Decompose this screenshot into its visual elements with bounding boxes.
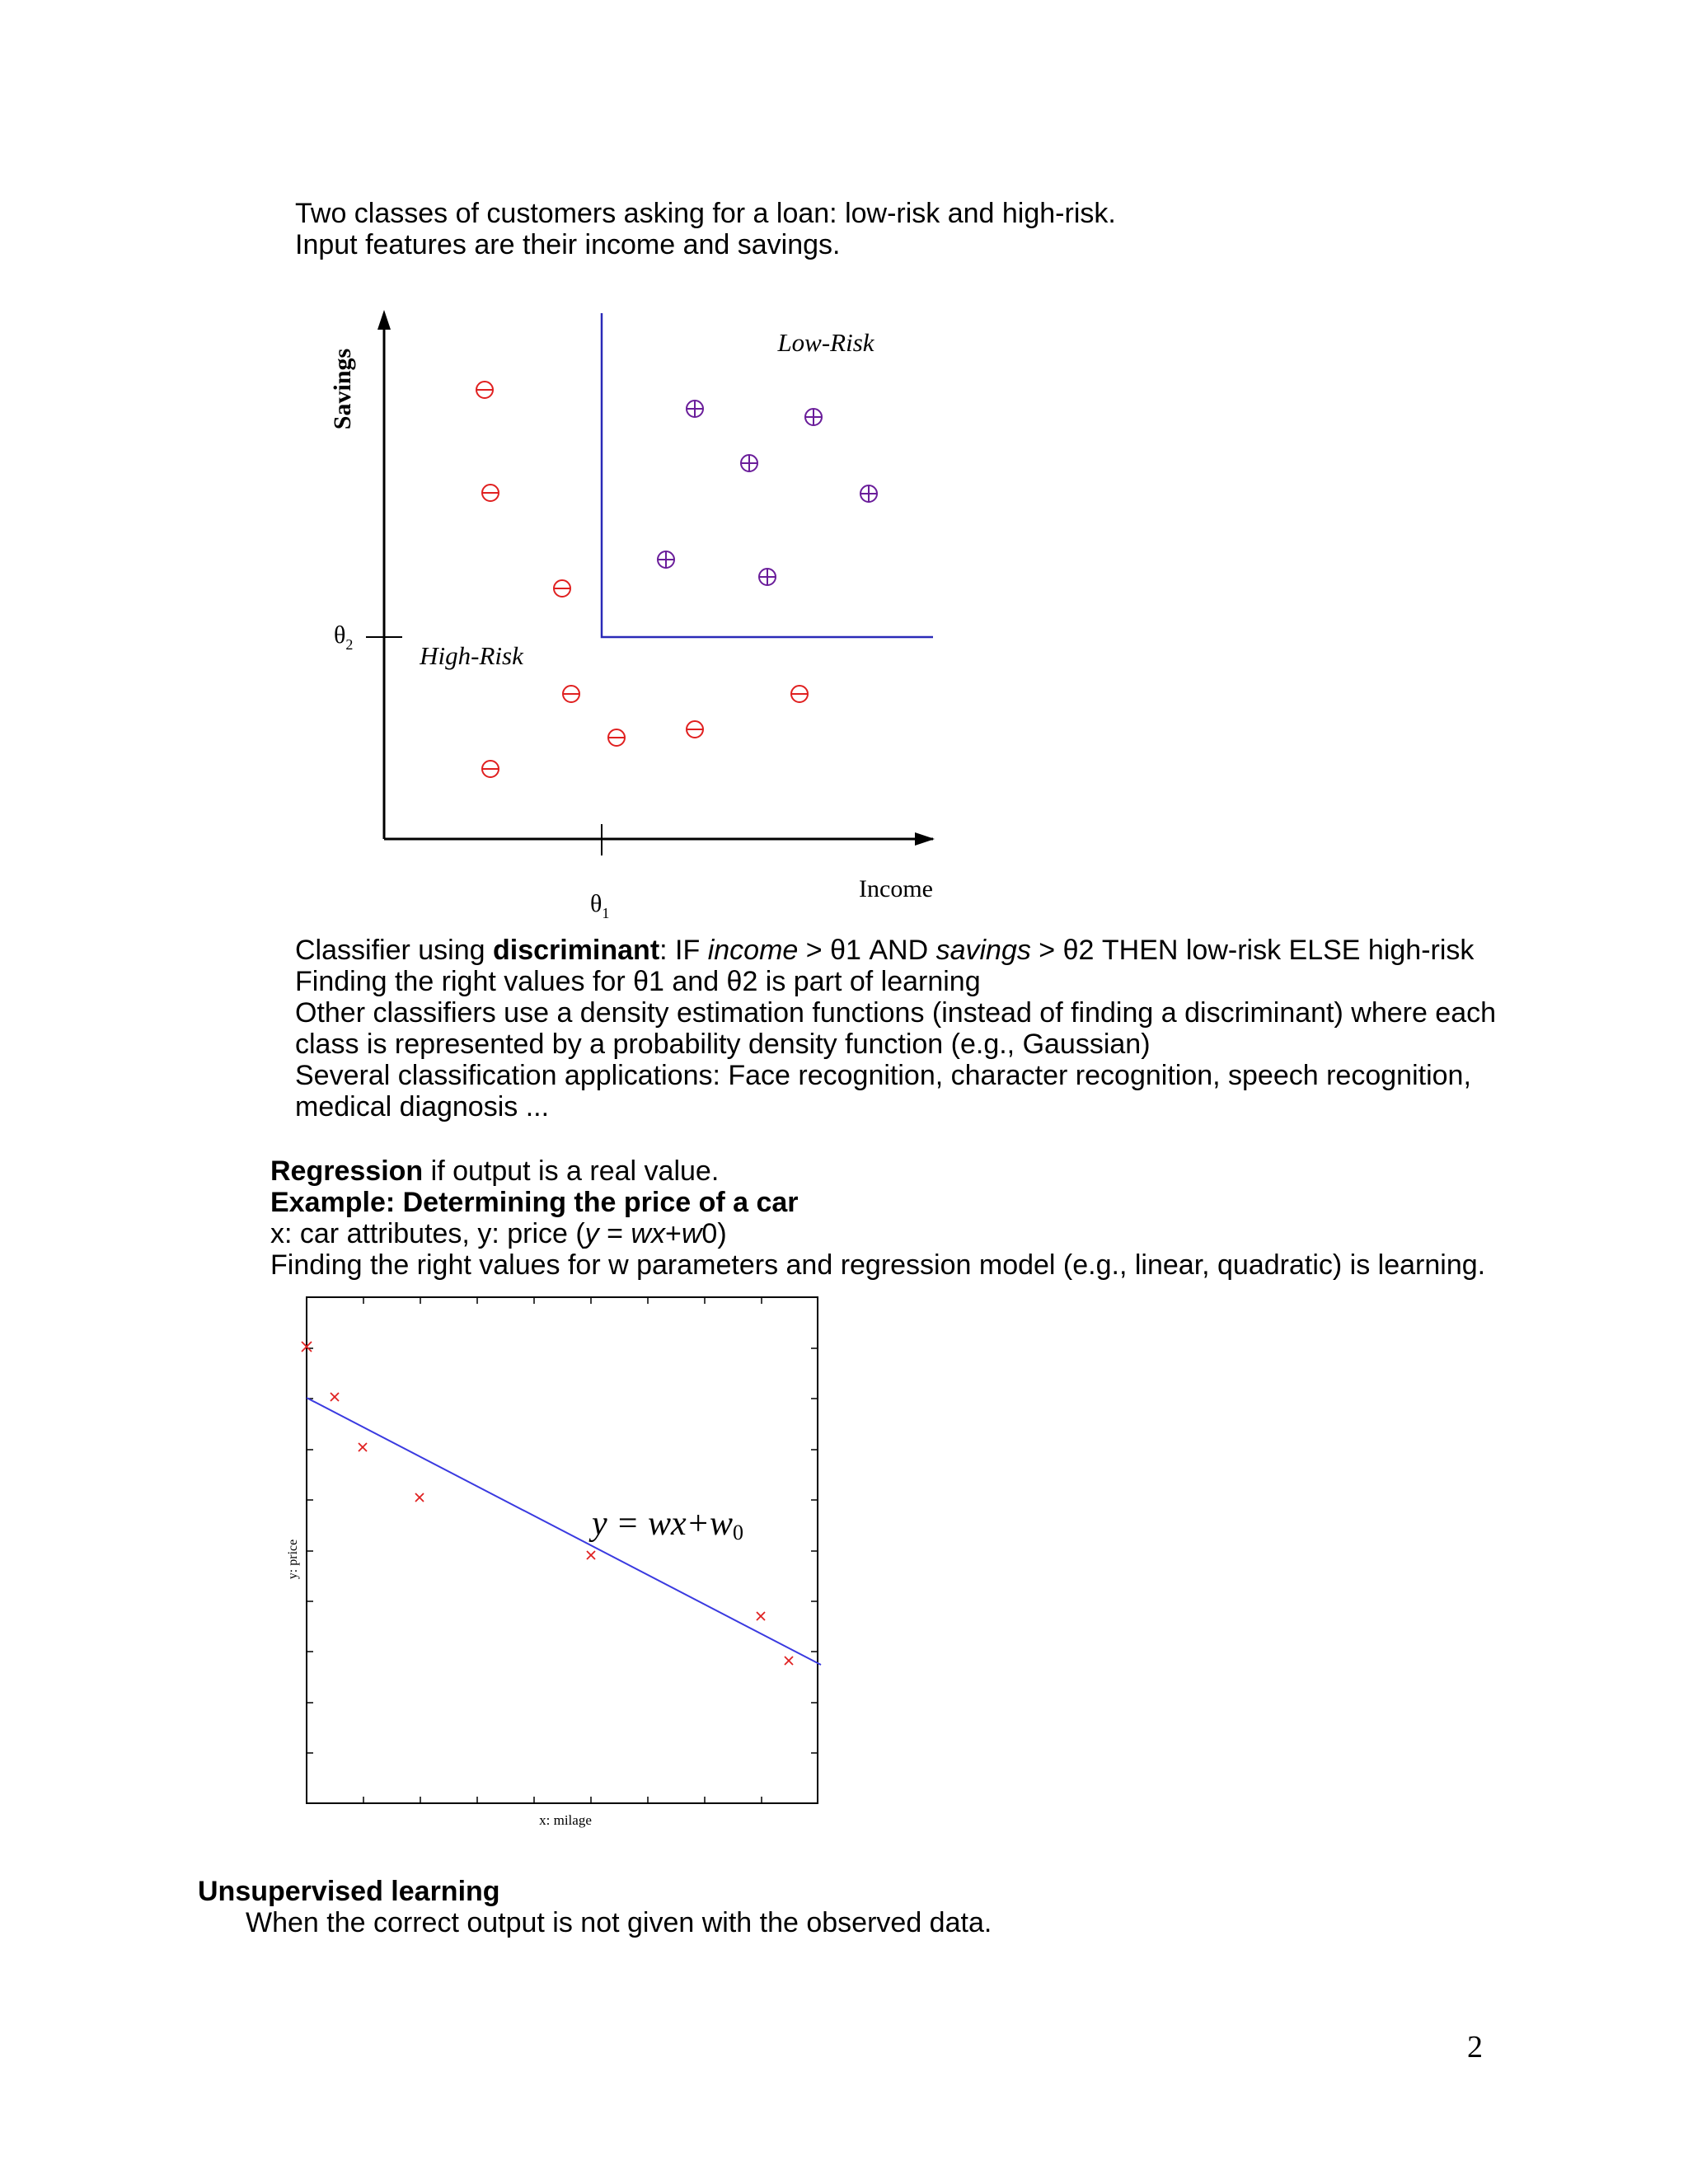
regression-figure <box>264 1286 841 1846</box>
data-point <box>415 1493 424 1502</box>
data-point <box>331 1393 339 1401</box>
regression-line-1 <box>270 1155 719 1187</box>
theta1-label: $\theta_1$ <box>590 890 610 921</box>
text-span: : IF <box>659 935 708 966</box>
regression-y-axis-label: y: price <box>286 1539 300 1580</box>
high-risk-point <box>563 686 579 702</box>
text-span: > θ2 THEN low-risk ELSE high-risk <box>1030 935 1475 966</box>
classifier-line-2: Finding the right values for θ1 and θ2 is part of learning <box>295 966 981 997</box>
data-point <box>757 1612 765 1620</box>
classifier-line-1 <box>295 935 1474 966</box>
data-points <box>302 1342 793 1665</box>
plot-frame <box>307 1297 818 1803</box>
text-span: wx <box>631 1218 665 1249</box>
classification-figure <box>313 297 956 940</box>
text-span: y <box>584 1218 599 1249</box>
high-risk-point <box>482 485 499 501</box>
y-axis-arrow-icon <box>377 310 391 330</box>
classifier-line-4: class is represented by a probability density function (e.g., Gaussian) <box>295 1029 1151 1060</box>
region-low-label: Low-Risk <box>777 328 874 357</box>
high-risk-point <box>554 580 570 597</box>
low-risk-point <box>741 455 757 471</box>
intro-line-2: Input features are their income and savings. <box>295 229 841 260</box>
unsupervised-text: When the correct output is not given with the observed data. <box>246 1907 992 1938</box>
regression-equation: y = wx+w0 <box>592 1505 743 1544</box>
high-risk-point <box>791 686 808 702</box>
decision-boundary <box>602 313 933 637</box>
text-span: w <box>681 1218 702 1249</box>
text-span: = <box>598 1218 631 1249</box>
high-risk-point <box>687 721 703 738</box>
x-axis-arrow-icon <box>915 832 935 846</box>
data-point <box>785 1657 793 1665</box>
savings-term: savings <box>935 935 1031 966</box>
regression-example-heading: Example: Determining the price of a car <box>270 1187 799 1218</box>
low-risk-point <box>860 485 877 502</box>
data-point <box>587 1551 595 1559</box>
text-span: > θ1 AND <box>798 935 936 966</box>
high-risk-point <box>482 761 499 777</box>
regression-line-4: Finding the right values for w parameters and regression model (e.g., linear, quadratic) is learning. <box>270 1249 1486 1281</box>
classifier-line-3: Other classifiers use a density estimation functions (instead of finding a discriminant) where each <box>295 997 1497 1029</box>
regression-term: Regression <box>270 1155 424 1187</box>
x-axis-label: Income <box>859 875 933 902</box>
text-span: + <box>664 1218 682 1249</box>
high-risk-point <box>608 729 625 746</box>
text-span: x: car attributes, y: price ( <box>270 1218 585 1249</box>
regression-line <box>307 1398 821 1665</box>
regression-x-axis-label: x: milage <box>539 1812 592 1828</box>
y-axis-label: Savings <box>329 348 356 430</box>
discriminant-term: discriminant <box>492 935 660 966</box>
data-point <box>359 1443 367 1451</box>
page-number: 2 <box>1467 2030 1483 2064</box>
text-span: if output is a real value. <box>423 1155 720 1187</box>
regression-line-3 <box>270 1218 727 1249</box>
y-ticks <box>307 1348 818 1753</box>
intro-line-1: Two classes of customers asking for a loan: low-risk and high-risk. <box>295 198 1116 229</box>
low-risk-point <box>687 401 703 417</box>
low-risk-point <box>759 569 776 585</box>
low-risk-point <box>805 409 822 425</box>
x-ticks <box>363 1297 762 1803</box>
text-span: 0) <box>701 1218 727 1249</box>
classifier-line-6: medical diagnosis ... <box>295 1091 550 1122</box>
income-term: income <box>707 935 799 966</box>
classifier-line-5: Several classification applications: Face recognition, character recognition, speech recognition, <box>295 1060 1471 1091</box>
unsupervised-heading: Unsupervised learning <box>198 1876 500 1907</box>
text-span: Classifier using <box>295 935 493 966</box>
low-risk-point <box>658 551 674 568</box>
region-high-label: High-Risk <box>420 641 523 670</box>
high-risk-point <box>476 382 493 398</box>
theta2-label: $\theta_2$ <box>334 621 354 653</box>
